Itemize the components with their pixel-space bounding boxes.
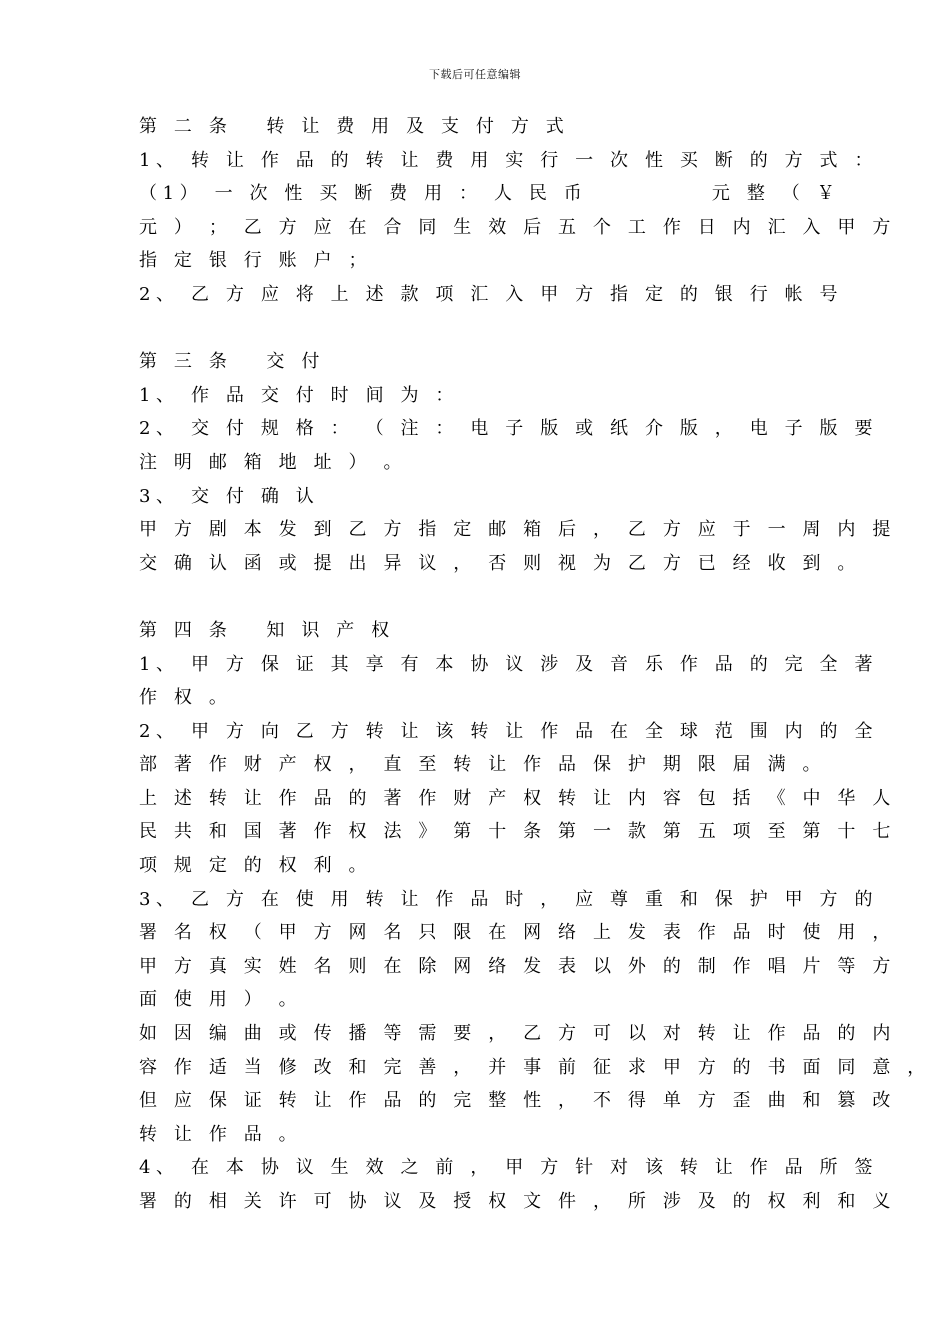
text-line: 项 规 定 的 权 利 。 [139, 855, 373, 877]
text-line: 署 的 相 关 许 可 协 议 及 授 权 文 件 ， 所 涉 及 的 权 利 和 义 [139, 1191, 896, 1212]
header-note: 下载后可任意编辑 [429, 68, 521, 81]
text-line: 2、 交 付 规 格 ： （ 注 ： 电 子 版 或 纸 介 版 ， 电 子 版 要 [139, 418, 879, 440]
text-line: 民 共 和 国 著 作 权 法 》 第 十 条 第 一 款 第 五 项 至 第 十 七 [139, 821, 896, 843]
text-line: （1） 一 次 性 买 断 费 用 ： 人 民 币 元 整 （ ￥ [139, 183, 841, 205]
text-line: 作 权 。 [139, 687, 233, 709]
text-line: 注 明 邮 箱 地 址 ） 。 [139, 451, 408, 473]
text-line: 如 因 编 曲 或 传 播 等 需 要 ， 乙 方 可 以 对 转 让 作 品 的 内 [139, 1023, 896, 1045]
text-line: 容 作 适 当 修 改 和 完 善 ， 并 事 前 征 求 甲 方 的 书 面 同 意 ， [139, 1056, 931, 1078]
text-line: 指 定 银 行 账 户 ； [139, 250, 373, 272]
text-line: 上 述 转 让 作 品 的 著 作 财 产 权 转 让 内 容 包 括 《 中 华 人 [139, 787, 896, 809]
text-line: 元 ） ； 乙 方 应 在 合 同 生 效 后 五 个 工 作 日 内 汇 入 甲 方 [139, 216, 896, 238]
text-line: 第 二 条 转 让 费 用 及 支 付 方 式 [139, 116, 570, 137]
text-line: 3、 乙 方 在 使 用 转 让 作 品 时 ， 应 尊 重 和 保 护 甲 方 的 [139, 888, 879, 910]
text-line: 第 三 条 交 付 [139, 351, 325, 373]
text-line: 2、 甲 方 向 乙 方 转 让 该 转 让 作 品 在 全 球 范 围 内 的 全 [139, 720, 879, 742]
text-line: 第 四 条 知 识 产 权 [139, 619, 395, 641]
text-line: 3、 交 付 确 认 [139, 485, 320, 507]
text-line: 署 名 权 （ 甲 方 网 名 只 限 在 网 络 上 发 表 作 品 时 使 用 ， [139, 922, 896, 944]
text-line: 部 著 作 财 产 权 ， 直 至 转 让 作 品 保 护 期 限 届 满 。 [139, 754, 827, 776]
text-line: 交 确 认 函 或 提 出 异 议 ， 否 则 视 为 乙 方 已 经 收 到 。 [139, 552, 862, 574]
blank-line [139, 580, 829, 614]
text-line: 1、 甲 方 保 证 其 享 有 本 协 议 涉 及 音 乐 作 品 的 完 全 著 [139, 653, 879, 675]
text-line: 2、 乙 方 应 将 上 述 款 项 汇 入 甲 方 指 定 的 银 行 帐 号 [139, 283, 844, 305]
text-line: 甲 方 剧 本 发 到 乙 方 指 定 邮 箱 后 ， 乙 方 应 于 一 周 内 提 [139, 519, 896, 541]
contract-body [139, 110, 931, 1219]
blank-line [139, 312, 829, 346]
text-line: 但 应 保 证 转 让 作 品 的 完 整 性 ， 不 得 单 方 歪 曲 和 篡 改 [139, 1090, 896, 1112]
text-line: 甲 方 真 实 姓 名 则 在 除 网 络 发 表 以 外 的 制 作 唱 片 等 方 [139, 955, 896, 977]
text-line: 面 使 用 ） 。 [139, 989, 303, 1011]
text-line: 转 让 作 品 。 [139, 1123, 303, 1145]
text-line: 1、 转 让 作 品 的 转 让 费 用 实 行 一 次 性 买 断 的 方 式 ： [139, 149, 879, 171]
text-line: 1、 作 品 交 付 时 间 为 ： [139, 384, 460, 406]
text-line: 4、 在 本 协 议 生 效 之 前 ， 甲 方 针 对 该 转 让 作 品 所 签 [139, 1157, 879, 1179]
